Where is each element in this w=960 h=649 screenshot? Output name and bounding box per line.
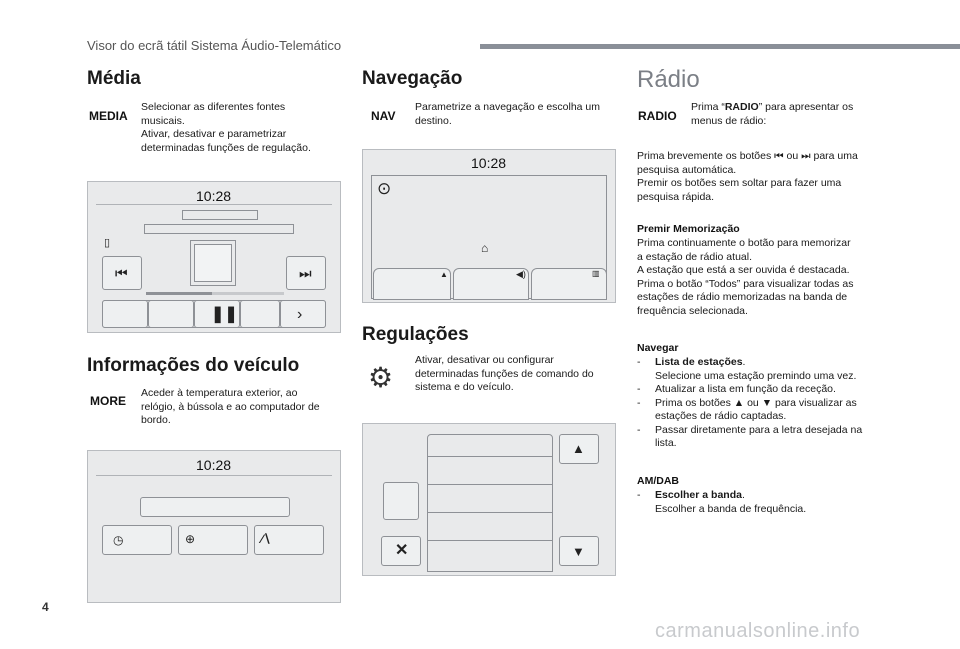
navigation-line: destino. bbox=[415, 114, 452, 127]
settings-line: sistema e do veículo. bbox=[415, 381, 514, 393]
list-item: - Lista de estações. Selecione uma estação premindo uma vez. bbox=[637, 356, 857, 382]
text-line: pesquisa automática. bbox=[637, 163, 737, 176]
radio-intro-line: Prima “RADIO” para apresentar os bbox=[691, 101, 854, 113]
list-row-divider bbox=[427, 484, 553, 485]
clock: 10:28 bbox=[471, 155, 507, 171]
media-control-button[interactable] bbox=[102, 300, 148, 328]
band-title: AM/DAB bbox=[637, 475, 679, 487]
pause-icon: ❚❚ bbox=[211, 306, 238, 323]
compass-icon: ⊕ bbox=[185, 532, 196, 546]
settings-line: determinadas funções de comando do bbox=[415, 367, 594, 380]
media-control-button[interactable] bbox=[240, 300, 280, 328]
nav-tab-button[interactable] bbox=[373, 268, 451, 300]
volume-icon: ◀) bbox=[516, 269, 526, 279]
compass-button[interactable] bbox=[178, 525, 248, 555]
nav-icon-label: NAV bbox=[371, 109, 396, 123]
navigation-heading: Navegação bbox=[362, 68, 463, 89]
vehicle-line: bordo. bbox=[141, 414, 171, 426]
radio-icon-label: RADIO bbox=[638, 109, 677, 123]
text-line: A estação que está a ser ouvida é destacada. bbox=[637, 264, 850, 276]
text-line: Prima brevemente os botões ⏮ ou ⏭ para uma bbox=[637, 150, 858, 162]
list-row-divider bbox=[427, 540, 553, 541]
title-field bbox=[182, 210, 258, 220]
header-bar bbox=[480, 44, 960, 49]
memo-title: Premir Memorização bbox=[637, 223, 740, 235]
more-icon-label: MORE bbox=[90, 394, 126, 408]
triangle-up-icon: ▲ bbox=[440, 270, 448, 279]
nav-tab-button[interactable] bbox=[453, 268, 529, 300]
radio-heading: Rádio bbox=[637, 66, 700, 93]
navigate-list bbox=[637, 356, 877, 451]
settings-line: Ativar, desativar ou configurar bbox=[415, 354, 554, 366]
list-row-divider bbox=[427, 512, 553, 513]
settings-description bbox=[415, 354, 594, 395]
next-track-button[interactable] bbox=[286, 256, 326, 290]
close-button[interactable] bbox=[381, 536, 421, 566]
text-line: Premir os botões sem soltar para fazer uma bbox=[637, 177, 842, 189]
nav-tab-button[interactable] bbox=[531, 268, 607, 300]
artist-field bbox=[144, 224, 294, 234]
previous-track-button[interactable] bbox=[102, 256, 142, 290]
settings-gear-icon: ⚙ bbox=[368, 362, 394, 393]
media-control-button[interactable] bbox=[148, 300, 194, 328]
page-number: 4 bbox=[42, 600, 49, 614]
navigation-description bbox=[415, 101, 600, 128]
media-line: musicais. bbox=[141, 114, 185, 127]
clock-icon: ◷ bbox=[113, 533, 124, 547]
text-line: a estação de rádio atual. bbox=[637, 250, 752, 263]
traffic-icon: ▥ bbox=[592, 269, 600, 278]
radio-intro bbox=[691, 101, 853, 128]
scroll-down-button[interactable] bbox=[559, 536, 599, 566]
text-line: Prima continuamente o botão para memorizar bbox=[637, 237, 851, 249]
navigate-title: Navegar bbox=[637, 342, 679, 354]
vehicle-line: Aceder à temperatura exterior, ao bbox=[141, 387, 298, 399]
list-item: - Prima os botões ▲ ou ▼ para visualizar as estações de rádio captadas. bbox=[637, 396, 857, 422]
triangle-up-icon: ▲ bbox=[572, 441, 585, 456]
vehicle-screen bbox=[87, 450, 341, 603]
media-description bbox=[141, 101, 311, 155]
media-screen bbox=[87, 181, 341, 333]
navigation-line: Parametrize a navegação e escolha um bbox=[415, 101, 601, 113]
scroll-up-button[interactable] bbox=[559, 434, 599, 464]
media-line: Ativar, desativar e parametrizar bbox=[141, 128, 287, 140]
media-icon-label: MEDIA bbox=[89, 109, 128, 123]
text-line: estações de rádio memorizadas na banda de bbox=[637, 291, 848, 303]
progress-track[interactable] bbox=[146, 292, 284, 295]
vehicle-info-heading: Informações do veículo bbox=[87, 355, 300, 376]
text-line: pesquisa rápida. bbox=[637, 190, 715, 203]
page-header-title: Visor do ecrã tátil Sistema Áudio-Telemático bbox=[87, 38, 342, 53]
close-icon: ✕ bbox=[395, 542, 409, 559]
pause-button[interactable] bbox=[194, 300, 240, 328]
list-item: - Atualizar a lista em função da receção. bbox=[637, 383, 836, 395]
previous-icon: ⏮ bbox=[115, 265, 128, 281]
info-field bbox=[140, 497, 290, 517]
letter-index-button[interactable] bbox=[383, 482, 419, 520]
album-art bbox=[194, 244, 232, 282]
triangle-down-icon: ▼ bbox=[572, 544, 585, 559]
media-line: determinadas funções de regulação. bbox=[141, 141, 311, 154]
vehicle-line: relógio, à bússola e ao computador de bbox=[141, 400, 320, 413]
chevron-right-icon: › bbox=[297, 306, 303, 323]
radio-search-paragraph bbox=[637, 150, 858, 204]
vehicle-description bbox=[141, 387, 320, 428]
settings-list[interactable] bbox=[427, 434, 553, 572]
clock-button[interactable] bbox=[102, 525, 172, 555]
text-line: frequência selecionada. bbox=[637, 304, 748, 317]
progress-fill bbox=[146, 292, 212, 295]
memo-paragraph bbox=[637, 237, 854, 318]
list-item: - Passar diretamente para a letra desejada na lista. bbox=[637, 423, 863, 449]
settings-heading: Regulações bbox=[362, 324, 469, 345]
navigation-screen bbox=[362, 149, 616, 303]
source-icon: ▯ bbox=[104, 237, 111, 249]
band-list bbox=[637, 489, 877, 516]
media-line: Selecionar as diferentes fontes bbox=[141, 101, 286, 113]
radio-intro-line: menus de rádio: bbox=[691, 114, 767, 127]
list-row-divider bbox=[427, 456, 553, 457]
list-item: - Escolher a banda. Escolher a banda de frequência. bbox=[637, 489, 807, 515]
trip-computer-button[interactable] bbox=[254, 525, 324, 555]
watermark: carmanualsonline.info bbox=[655, 620, 861, 642]
forward-button[interactable] bbox=[280, 300, 326, 328]
divider bbox=[96, 475, 332, 476]
text-line: Prima o botão “Todos” para visualizar todas as bbox=[637, 277, 854, 290]
vehicle-position-icon: ⌂ bbox=[481, 241, 489, 255]
clock: 10:28 bbox=[196, 457, 232, 473]
media-heading: Média bbox=[87, 68, 141, 89]
trip-computer-icon: ⁄∖ bbox=[261, 532, 271, 546]
clock: 10:28 bbox=[196, 188, 232, 204]
settings-screen bbox=[362, 423, 616, 576]
divider bbox=[96, 204, 332, 205]
search-destination-icon[interactable]: ⊙ bbox=[377, 179, 392, 198]
next-icon: ⏭ bbox=[299, 265, 312, 281]
